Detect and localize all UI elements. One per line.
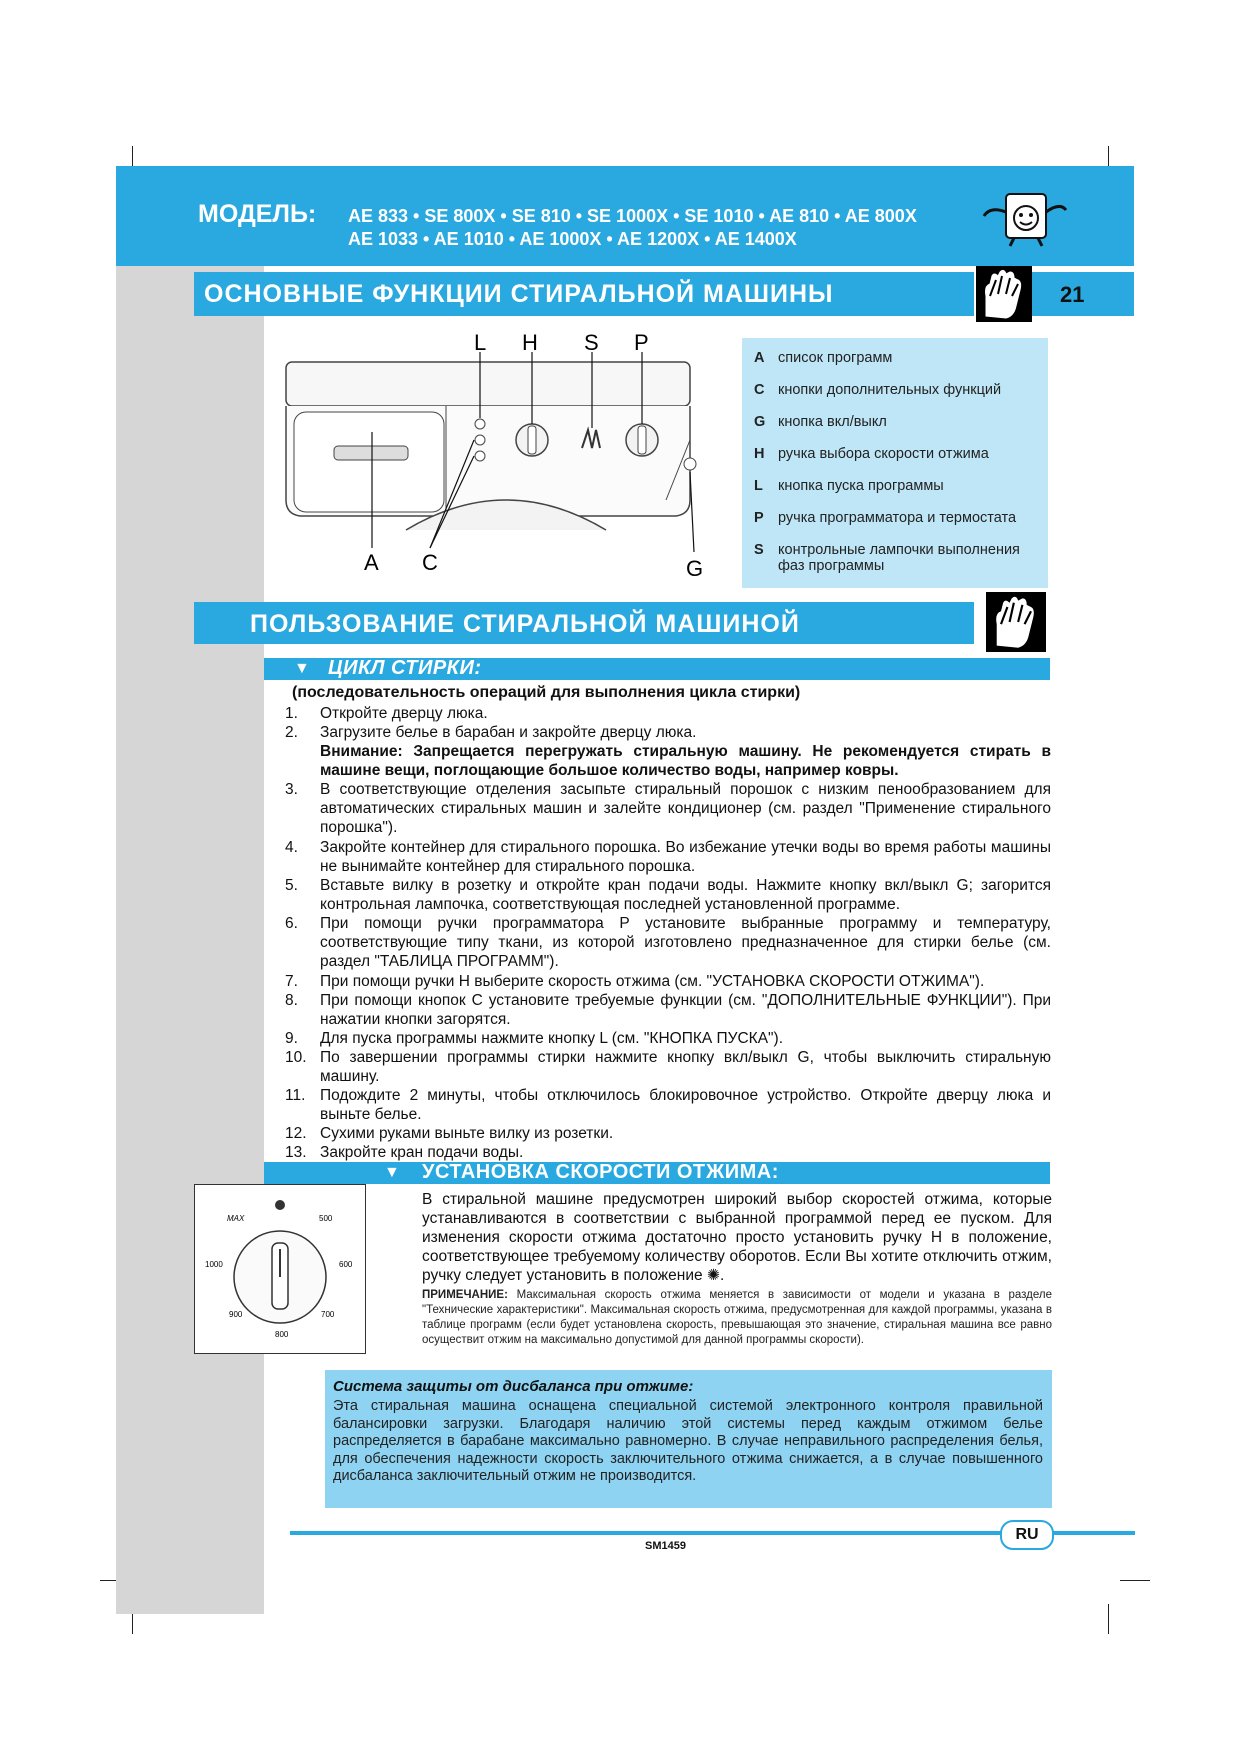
legend-item: G кнопка вкл/выкл bbox=[754, 414, 887, 430]
list-item: 9. Для пуска программы нажмите кнопку L (см. "КНОПКА ПУСКА"). bbox=[285, 1030, 784, 1047]
legend-item: C кнопки дополнительных функций bbox=[754, 382, 1002, 398]
hand-icon bbox=[986, 592, 1046, 652]
list-item: 12. Сухими руками выньте вилку из розетки. bbox=[285, 1125, 614, 1142]
list-item: 13. Закройте кран подачи воды. bbox=[285, 1144, 524, 1161]
legend-item: S контрольные лампочки выполнения фаз программы bbox=[754, 542, 1020, 574]
dial-label: 600 bbox=[339, 1260, 353, 1269]
balance-title: Система защиты от дисбаланса при отжиме: bbox=[333, 1378, 694, 1395]
list-item: 11. Подождите 2 минуты, чтобы отключилось блокировочное устройство. Откройте дверцу люка и выньте белье. bbox=[285, 1087, 1051, 1123]
warning-text: Внимание: Запрещается перегружать стиральную машину. Не рекомендуется стирать в машине вещи, поглощающие большое количество воды, например ковры. bbox=[320, 743, 1051, 779]
legend-item: L кнопка пуска программы bbox=[754, 478, 944, 494]
balance-info-box bbox=[325, 1370, 1052, 1508]
crop-mark bbox=[1120, 1580, 1150, 1581]
dial-label: 900 bbox=[229, 1310, 243, 1319]
spin-description: В стиральной машине предусмотрен широкий выбор скоростей отжима, которые устанавливаются в соответствии с выбранной программой перед ее пуском. Для изменения скорости отжима достаточно просто установить ручку H в положение, соответствующее требуемому количеству оборотов. Если Вы хотите отключить отжим, ручку следует установить в положение ✺. bbox=[422, 1191, 1052, 1284]
list-item: 8. При помощи кнопок C установите требуемые функции (см. "ДОПОЛНИТЕЛЬНЫЕ ФУНКЦИИ"). При нажатии кнопки загорятся. bbox=[285, 992, 1051, 1028]
legend-box bbox=[742, 338, 1048, 588]
legend-item: P ручка программатора и термостата bbox=[754, 510, 1017, 526]
control-panel-diagram bbox=[270, 330, 730, 590]
left-grey-margin bbox=[116, 166, 264, 1614]
wash-cycle-subtitle: (последовательность операций для выполнения цикла стирки) bbox=[292, 684, 801, 701]
section-title: ОСНОВНЫЕ ФУНКЦИИ СТИРАЛЬНОЙ МАШИНЫ bbox=[204, 280, 834, 308]
page-number: 21 bbox=[1060, 282, 1085, 307]
spin-title: УСТАНОВКА СКОРОСТИ ОТЖИМА: bbox=[422, 1161, 779, 1183]
dial-label: 500 bbox=[319, 1214, 333, 1223]
list-item: 1. Откройте дверцу люка. bbox=[285, 705, 488, 722]
crop-mark bbox=[1108, 1604, 1109, 1634]
list-item: 10. По завершении программы стирки нажмите кнопку вкл/выкл G, чтобы выключить стиральную машину. bbox=[285, 1049, 1051, 1085]
label-G: G bbox=[686, 556, 704, 581]
section-title-bar bbox=[194, 272, 974, 316]
dial-label: 700 bbox=[321, 1310, 335, 1319]
washing-machine-mascot-icon bbox=[976, 188, 1071, 248]
section-title-bar bbox=[194, 602, 974, 644]
document-code: SM1459 bbox=[645, 1540, 686, 1552]
triangle-icon: ▼ bbox=[294, 660, 310, 677]
balance-text: Эта стиральная машина оснащена специальной системой электронного контроля правильной балансировки загрузки. Благодаря наличию этой системы перед каждым отжимом белье распределяется в барабане максимально равномерно. В случае неправильного распределения белья, для обеспечения надежности скорость заключительного отжима снижается, а в случае повышенного дисбаланса заключительный отжим не производится. bbox=[333, 1398, 1043, 1484]
label-C: C bbox=[422, 550, 438, 575]
hand-icon bbox=[976, 266, 1032, 322]
dial-label: 800 bbox=[275, 1330, 289, 1339]
list-item: 7. При помощи ручки H выберите скорость отжима (см. "УСТАНОВКА СКОРОСТИ ОТЖИМА"). bbox=[285, 973, 985, 990]
triangle-icon: ▼ bbox=[384, 1164, 400, 1181]
spin-dial-illustration bbox=[194, 1184, 366, 1354]
label-H: H bbox=[522, 330, 538, 355]
dial-label: MAX bbox=[227, 1214, 245, 1223]
section-title: ПОЛЬЗОВАНИЕ СТИРАЛЬНОЙ МАШИНОЙ bbox=[250, 610, 800, 638]
list-item: 6. При помощи ручки программатора P установите выбранные программу и температуру, соответствующие типу ткани, из которой изготовлено предназначенное для стирки белье (см. раздел "ТАБЛИЦА ПРОГРАММ"). bbox=[285, 915, 1051, 970]
spin-title-bar bbox=[264, 1162, 1050, 1184]
model-header bbox=[116, 166, 1134, 266]
legend-item: A список программ bbox=[754, 350, 893, 366]
language-badge: RU bbox=[1000, 1520, 1054, 1550]
label-L: L bbox=[474, 330, 487, 355]
label-P: P bbox=[634, 330, 649, 355]
list-item: 5. Вставьте вилку в розетку и откройте кран подачи воды. Нажмите кнопку вкл/выкл G; загорится контрольная лампочка, соответствующая последней установленной программе. bbox=[285, 877, 1051, 913]
wash-cycle-title: ЦИКЛ СТИРКИ: bbox=[328, 657, 482, 679]
label-S: S bbox=[584, 330, 599, 355]
list-item: 2. Загрузите белье в барабан и закройте дверцу люка. bbox=[285, 724, 697, 741]
models-line-1: AE 833 • SE 800X • SE 810 • SE 1000X • SE 1010 • AE 810 • AE 800X bbox=[348, 206, 917, 226]
list-item: 4. Закройте контейнер для стирального порошка. Во избежание утечки воды во время работы машины не вынимайте контейнер для стирального порошка. bbox=[285, 839, 1051, 875]
list-item: 3. В соответствующие отделения засыпьте стиральный порошок с низким пенообразованием для автоматических стиральных машин и залейте кондиционер (см. раздел "Применение стирального порошка"). bbox=[285, 781, 1051, 836]
no-spin-icon bbox=[275, 1200, 285, 1210]
spin-note: ПРИМЕЧАНИЕ: Максимальная скорость отжима меняется в зависимости от модели и указана в разделе "Технические характеристики". Максимальная скорость отжима, предусмотренная для каждой программы, указана в таблице программ (если будет установлена скорость, превышающая это значение, стиральная машина все равно осуществит отжим на максимально допустимой для данной программы скорости). bbox=[422, 1289, 1052, 1346]
models-line-2: AE 1033 • AE 1010 • AE 1000X • AE 1200X • AE 1400X bbox=[348, 229, 797, 249]
legend-item: H ручка выбора скорости отжима bbox=[754, 446, 989, 462]
model-label: МОДЕЛЬ: bbox=[198, 200, 317, 228]
no-spin-icon: ✺ bbox=[706, 1267, 720, 1284]
dial-label: 1000 bbox=[205, 1260, 223, 1269]
wash-cycle-title-bar bbox=[264, 658, 1050, 680]
label-A: A bbox=[364, 550, 379, 575]
